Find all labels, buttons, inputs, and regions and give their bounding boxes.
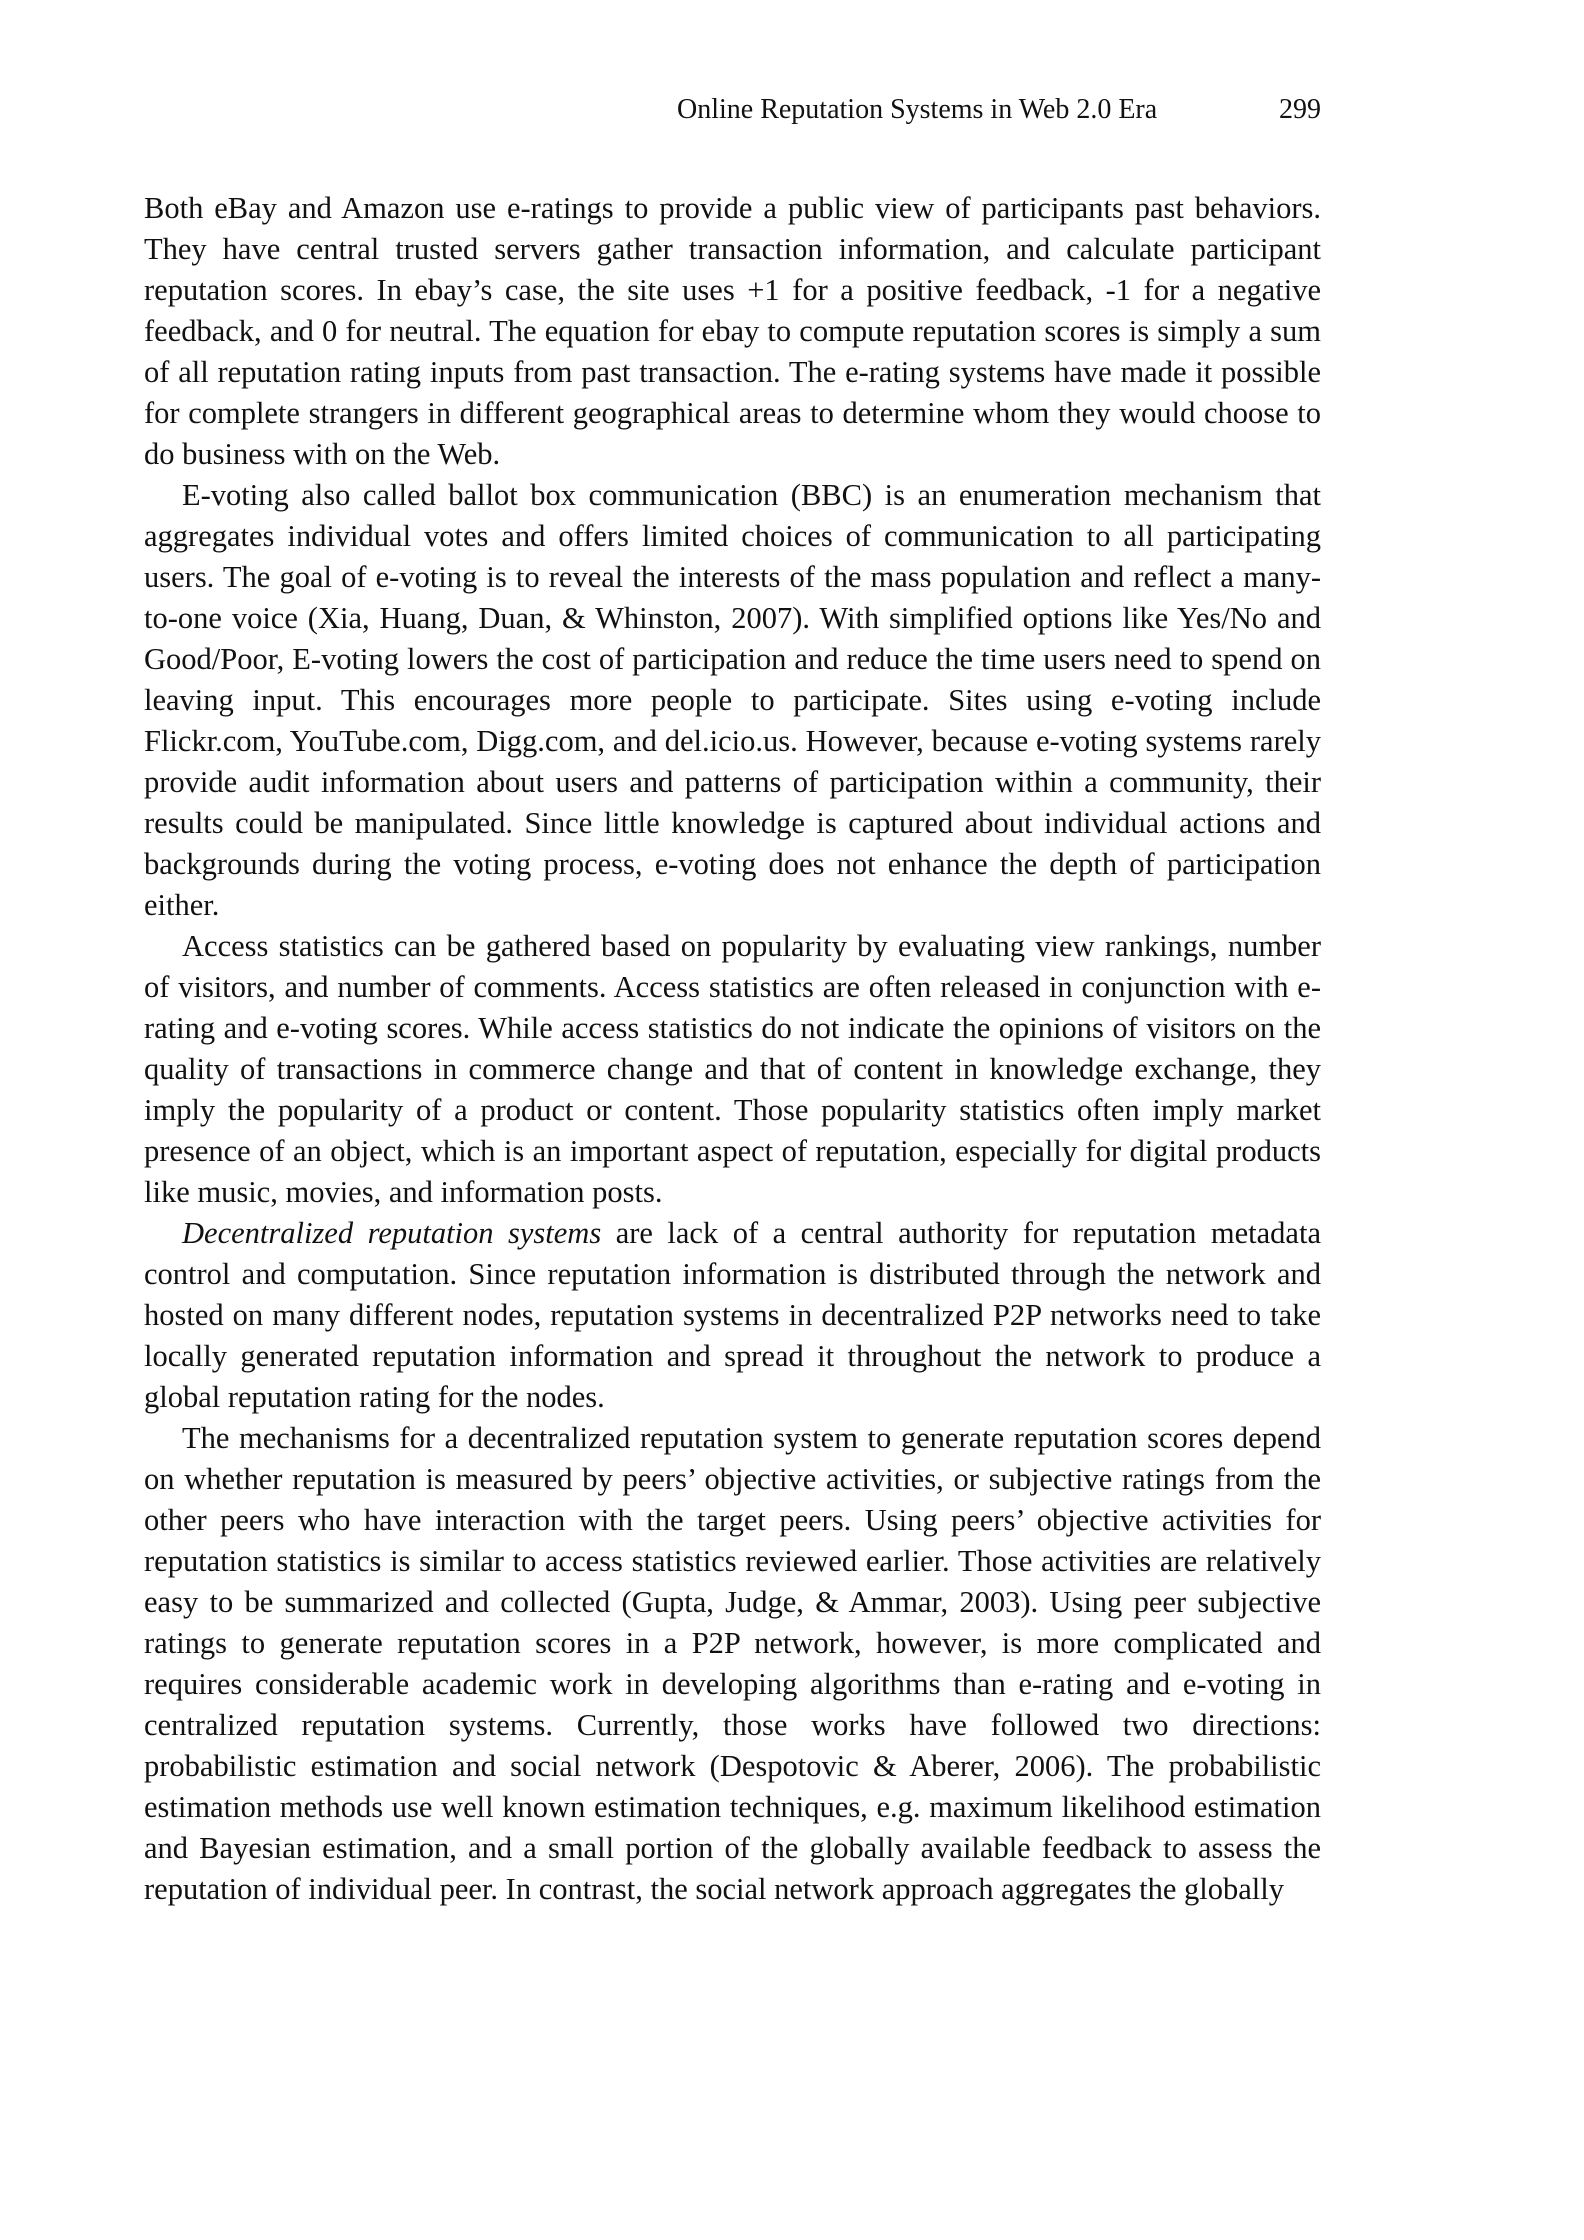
emphasized-term: Decentralized reputation systems — [182, 1216, 602, 1250]
paragraph-text: are lack of a central authority for reputation metadata control and computation. Since reputation information is distributed through the network and hosted on many different nodes, reputation systems in decentralized P2P networks need to take locally generated reputation information and spread it throughout the network to produce a global reputation rating for the nodes. — [144, 1216, 1321, 1414]
paragraph-text: The mechanisms for a decentralized reputation system to generate reputation scores depend on whether reputation is measured by peers’ objective activities, or subjective ratings from the other peers who have interaction with the target peers. Using peers’ objective activities for reputation statistics is similar to access statistics reviewed earlier. Those activities are relatively easy to be summarized and collected (Gupta, Judge, & Ammar, 2003). Using peer subjective ratings to generate reputation scores in a P2P network, however, is more complicated and requires considerable academic work in developing algorithms than e-rating and e-voting in centralized reputation systems. Currently, those works have followed two directions: probabilistic estimation and social network (Despotovic & Aberer, 2006). The probabilistic estimation methods use well known estimation techniques, e.g. maximum likelihood estimation and Bayesian estimation, and a small portion of the globally available feedback to assess the reputation of individual peer. In contrast, the social network approach aggregates the globally — [144, 1421, 1321, 1906]
paragraph-e-ratings — [144, 188, 1321, 475]
page-number: 299 — [1279, 94, 1321, 125]
paragraph-decentralized-systems — [144, 1213, 1321, 1418]
paragraph-mechanisms — [144, 1418, 1321, 1910]
paragraph-access-statistics — [144, 926, 1321, 1213]
paragraph-text: E-voting also called ballot box communication (BBC) is an enumeration mechanism that aggregates individual votes and offers limited choices of communication to all participating users. The goal of e-voting is to reveal the interests of the mass population and reflect a many-to-one voice (Xia, Huang, Duan, & Whinston, 2007). With simplified options like Yes/No and Good/Poor, E-voting lowers the cost of participation and reduce the time users need to spend on leaving input. This encourages more people to participate. Sites using e-voting include Flickr.com, YouTube.com, Digg.com, and del.icio.us. However, because e-voting systems rarely provide audit information about users and patterns of participation within a community, their results could be manipulated. Since little knowledge is captured about individual actions and backgrounds during the voting process, e-voting does not enhance the depth of participation either. — [144, 478, 1321, 922]
running-header — [677, 90, 1321, 130]
running-title: Online Reputation Systems in Web 2.0 Era — [677, 94, 1158, 125]
body-text — [144, 188, 1321, 1910]
paragraph-text: Access statistics can be gathered based on popularity by evaluating view rankings, number of visitors, and number of comments. Access statistics are often released in conjunction with e-rating and e-voting scores. While access statistics do not indicate the opinions of visitors on the quality of transactions in commerce change and that of content in knowledge exchange, they imply the popularity of a product or content. Those popularity statistics often imply market presence of an object, which is an important aspect of reputation, especially for digital products like music, movies, and information posts. — [144, 929, 1321, 1209]
paragraph-text: Both eBay and Amazon use e-ratings to provide a public view of participants past behaviors. They have central trusted servers gather transaction information, and calculate participant reputation scores. In ebay’s case, the site uses +1 for a positive feedback, -1 for a negative feedback, and 0 for neutral. The equation for ebay to compute reputation scores is simply a sum of all reputation rating inputs from past transaction. The e-rating systems have made it possible for complete strangers in different geographical areas to determine whom they would choose to do business with on the Web. — [144, 191, 1321, 471]
paragraph-e-voting — [144, 475, 1321, 926]
